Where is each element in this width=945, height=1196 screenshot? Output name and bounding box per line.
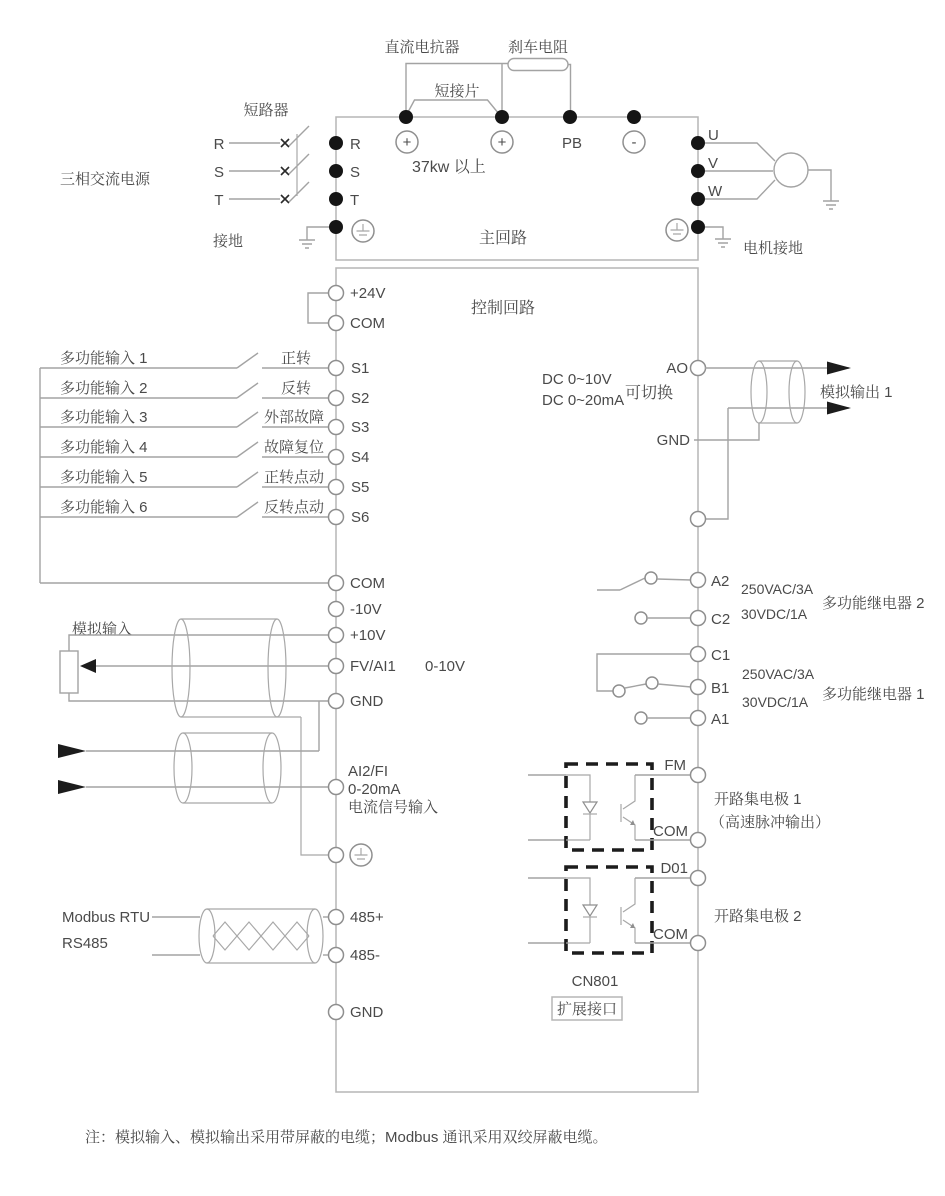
relay-2 [597,572,925,628]
analog-input-section [60,601,465,855]
terminal-com-mid [329,576,344,591]
diode-triangle [583,905,597,916]
terminal-dot-r [329,136,343,150]
terminal-label: S1 [351,360,370,377]
shield-ellipse [263,733,281,803]
modbus-label-1: Modbus RTU [62,909,151,926]
terminal-dot-minus [627,110,641,124]
s-ext-label: S [213,164,225,181]
terminal-s2 [329,391,344,406]
ai2-label-2: 0-20mA [348,781,401,798]
main-circuit [60,38,839,260]
b1-label: B1 [711,680,730,697]
transistor-lines [621,878,635,943]
terminal-neg10v [329,602,344,617]
com-mid-label: COM [350,575,385,592]
input-func: 正转 [280,350,312,367]
terminal-dot-t [329,192,343,206]
ao-shield-gnd-wire [694,423,759,440]
dc-reactor-label: 直流电抗器 [384,39,460,56]
terminal-s5 [329,480,344,495]
t-label: T [350,192,360,209]
rs485-plus-label: 485+ [350,909,384,926]
ao-return-wire [705,408,728,519]
shield-ellipse [174,733,192,803]
terminal-a2 [691,573,706,588]
brake-resistor-icon [508,59,568,71]
fv-ai1-label: FV/AI1 [350,658,396,675]
switch-arm-icon [237,412,258,427]
twisted-pair-cable-icon [199,909,323,963]
jumper-bracket [407,100,499,114]
minus-label: - [631,134,637,151]
cn801-label: CN801 [571,973,619,990]
ground-left-wire [307,227,329,240]
terminal-gnd-ai [329,694,344,709]
input-row-1 [40,350,369,377]
terminal-s6 [329,510,344,525]
motor-ground-label: 电机接地 [743,240,804,257]
ground-left-icon [299,227,329,248]
motor-icon [774,153,808,187]
cable-ellipse [307,909,323,963]
open-collector-2 [528,860,802,953]
w-label: W [708,183,723,200]
pos10v-label: +10V [350,627,386,644]
pot-bottom-wire [69,693,329,701]
transistor-lines [621,775,635,840]
terminal-485-minus [329,948,344,963]
brake-resistor-label: 刹车电阻 [507,39,569,56]
b1-wire [658,684,691,687]
ground-right-wire [705,227,723,239]
input-row-3 [40,409,369,436]
pe-symbol-right [666,219,688,241]
fv-range-label: 0-10V [425,658,466,675]
switch-arm-icon [237,442,258,457]
current-input-section [58,701,438,866]
u-label: U [708,127,719,144]
ai2-arrow-icon-1 [58,744,86,758]
open-collector-1 [528,757,830,850]
switch-arm-icon [237,353,258,368]
s-label: S [350,164,361,181]
jumper-label: 短接片 [434,83,480,100]
shield-drain-wire [301,717,329,855]
relay2-spec-2: 30VDC/1A [741,606,808,622]
input-name: 多功能输入 2 [60,380,148,397]
contact-arm-icon [620,578,645,590]
input-row-6 [40,498,369,526]
terminal-dot-pb [563,110,577,124]
terminal-dot-u [691,136,705,150]
terminal-d01 [691,871,706,886]
terminal-label: S6 [351,509,370,526]
footer-note: 注：模拟输入、模拟输出采用带屏蔽的电缆；Modbus 通讯采用双绞屏蔽电缆。 [85,1129,608,1146]
input-row-5 [40,468,369,496]
cable-ellipse [199,909,215,963]
switch-arm-icon [237,502,258,517]
optocoupler-box-icon [566,764,652,850]
ao-range-2: DC 0~20mA [542,392,625,409]
relay2-spec-1: 250VAC/3A [741,581,814,597]
power-note: 37kw 以上 [412,159,486,176]
plus1-label: + [402,134,412,151]
terminal-gnd-bottom [329,1005,344,1020]
ground-left-bars [299,240,315,248]
terminal-ai2 [329,780,344,795]
r-label: R [350,136,361,153]
terminal-dot-w [691,192,705,206]
input-func: 故障复位 [263,439,325,456]
oc2-name-label: 开路集电极 2 [714,908,802,925]
breaker-x-marks [281,139,289,203]
shield-cable-icon-2 [174,733,281,803]
terminal-label: S3 [351,419,370,436]
analog-input-label: 模拟输入 [72,621,133,638]
optocoupler-box-icon [566,867,652,953]
breaker-arm-r [289,126,309,146]
input-func: 反转点动 [263,499,325,516]
ao-range-1: DC 0~10V [542,371,612,388]
breaker-arm-s [289,154,309,174]
fm-com-label: COM [653,823,688,840]
d01-com-label: COM [653,926,688,943]
terminal-com-top [329,316,344,331]
terminal-fm-com [691,833,706,848]
plus2-label: + [497,134,507,151]
relay-1 [597,647,925,729]
pe-symbol-left [352,220,374,242]
shield-ellipse [789,361,805,423]
c2-label: C2 [711,611,731,628]
opto-transistor-icon [621,775,635,840]
terminal-dot-s [329,164,343,178]
input-row-4 [40,439,369,466]
terminal-dot-p1 [399,110,413,124]
input-name: 多功能输入 4 [60,439,148,456]
pot-wiper-arrow-icon [80,659,96,673]
contact-point-icon [635,712,647,724]
shield-ellipse [751,361,767,423]
switch-arm-icon [237,383,258,398]
input-name: 多功能输入 6 [60,499,148,516]
terminal-label: S2 [351,390,370,407]
input-func: 外部故障 [263,409,325,426]
terminal-d01-com [691,936,706,951]
three-phase-label: 三相交流电源 [60,171,151,188]
contact-arm-icon [625,684,646,688]
motor-ground-wire [808,170,831,201]
terminal-ao [691,361,706,376]
terminal-24v [329,286,344,301]
terminal-ao-gnd [691,512,706,527]
oc1-name-label: 开路集电极 1 [714,791,802,808]
input-name: 多功能输入 1 [60,350,148,367]
ai2-label-3: 电流信号输入 [348,799,439,816]
rs485-minus-label: 485- [350,947,381,964]
c1-label: C1 [711,647,731,664]
terminal-dot-v [691,164,705,178]
relay2-name: 多功能继电器 2 [822,595,925,612]
analog-output-section [542,360,893,527]
twist-zigzag-2 [213,922,309,950]
terminal-dot-pe-left [329,220,343,234]
terminal-pe-control [329,848,344,863]
opto-diode-icon [566,775,597,840]
shield-cable-icon-ao [751,361,805,423]
t-ext-label: T [214,192,224,209]
expansion-section [552,973,622,1020]
terminal-label: S5 [351,479,370,496]
brake-resistor-wire [568,65,571,118]
motor-output-side [666,127,839,257]
a2-wire [657,579,691,580]
analog-output-label: 模拟输出 1 [820,384,893,401]
contact-point-icon [645,572,657,584]
input-func: 正转点动 [263,469,325,486]
power-input-side [60,102,374,250]
terminal-b1 [691,680,706,695]
terminal-s4 [329,450,344,465]
motor-ground-bars [823,201,839,209]
relay1-spec-1: 250VAC/3A [742,666,815,682]
terminal-fv-ai1 [329,659,344,674]
a1-label: A1 [711,711,730,728]
dc-bus-assembly [384,38,645,176]
terminal-dot-p2 [495,110,509,124]
terminal-a1 [691,711,706,726]
opto-diode-icon [566,878,597,943]
output-arrow-icon-2 [827,402,851,415]
a2-label: A2 [711,573,730,590]
input-func: 反转 [280,380,312,397]
terminal-c2 [691,611,706,626]
v24-com-bracket [308,293,329,323]
terminal-dot-pe-right [691,220,705,234]
terminal-s3 [329,420,344,435]
ground-right-icon [705,227,731,247]
ao-switchable-label: 可切换 [625,385,674,402]
terminal-s1 [329,361,344,376]
terminal-485-plus [329,910,344,925]
terminal-label: S4 [351,449,370,466]
ao-gnd-label: GND [656,432,690,449]
r-ext-label: R [213,136,225,153]
pb-label: PB [561,135,583,152]
terminal-pos10v [329,628,344,643]
shield-ellipse [172,619,190,717]
pe-symbol-control [350,844,372,866]
expansion-label: 扩展接口 [556,1001,618,1018]
shield-ellipse [268,619,286,717]
shield-cable-icon-1 [172,619,301,717]
ground-right-bars [715,239,731,247]
com-top-label: COM [350,315,385,332]
control-circuit-label: 控制回路 [470,300,536,317]
neg10v-label: -10V [350,601,382,618]
switch-arm-icon [237,472,258,487]
control-circuit [40,268,925,1092]
output-arrow-icon-1 [827,362,851,375]
breaker-arm-t [289,182,309,202]
ground-label: 接地 [213,233,244,250]
fm-label: FM [664,757,686,774]
contact-point-icon [613,685,625,697]
oc1-sub-label: （高速脉冲输出） [710,814,831,831]
relay1-spec-2: 30VDC/1A [742,694,809,710]
main-circuit-label: 主回路 [478,230,528,247]
digital-inputs [40,350,385,592]
terminal-fm [691,768,706,783]
contact-point-icon [635,612,647,624]
breaker-label: 短路器 [243,102,289,119]
v-label: V [708,155,719,172]
breaker-icon [281,126,309,203]
gnd-ai-label: GND [350,693,384,710]
modbus-label-2: RS485 [62,935,108,952]
ao-label: AO [666,360,688,377]
input-name: 多功能输入 3 [60,409,148,426]
diode-triangle [583,802,597,813]
v24-label: +24V [350,285,386,302]
ai2-arrow-icon-2 [58,780,86,794]
gnd-bottom-label: GND [350,1004,384,1021]
input-name: 多功能输入 5 [60,469,148,486]
relay-outputs [597,572,925,728]
contact-point-icon [646,677,658,689]
input-row-2 [40,380,369,407]
d01-label: D01 [660,860,688,877]
opto-transistor-icon [621,878,635,943]
ai2-label-1: AI2/FI [348,763,389,780]
terminal-c1 [691,647,706,662]
potentiometer-icon [60,651,78,693]
relay1-name: 多功能继电器 1 [822,686,925,703]
power-terminals [308,285,385,332]
